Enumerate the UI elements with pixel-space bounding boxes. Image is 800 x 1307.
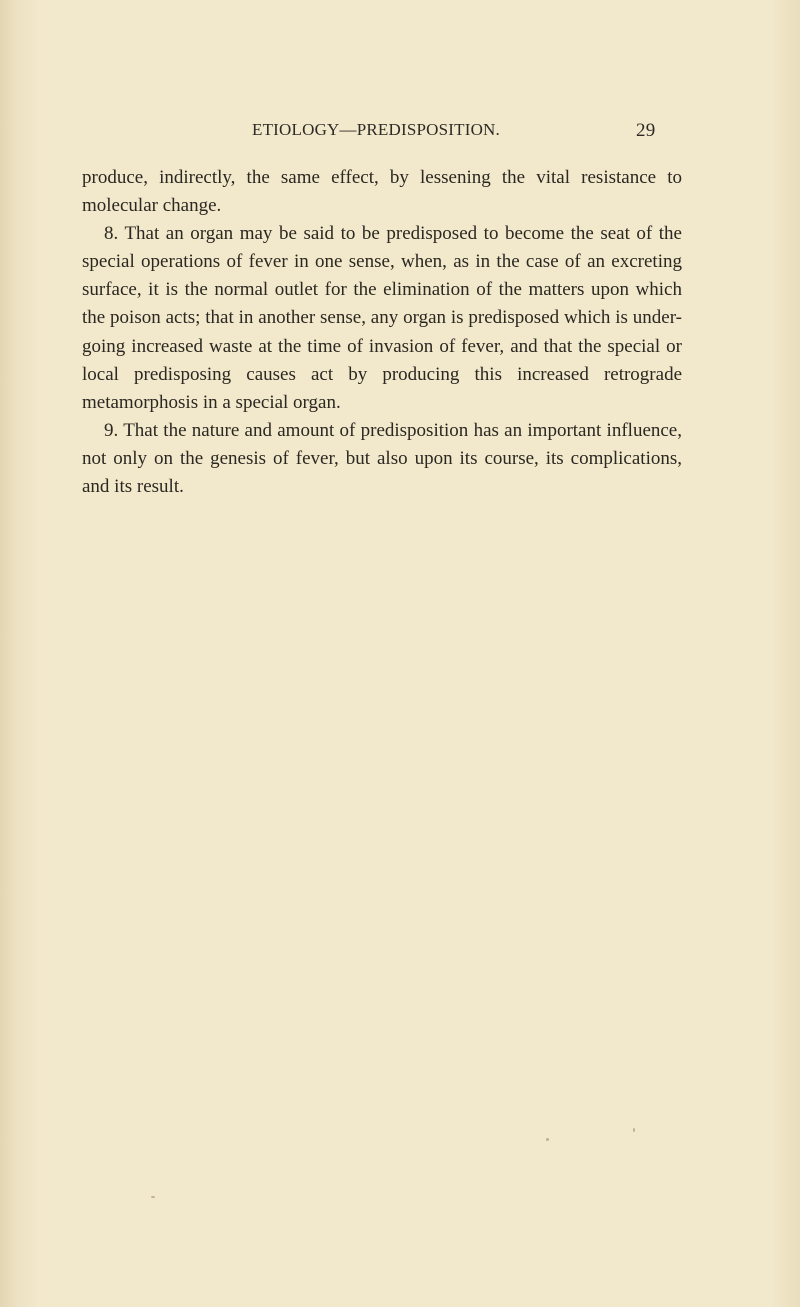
page-number: 29 — [636, 120, 656, 141]
paper-speck — [151, 1196, 155, 1198]
paper-speck — [546, 1138, 549, 1141]
running-head: ETIOLOGY—PREDISPOSITION. — [252, 120, 500, 139]
body-text — [82, 164, 682, 501]
paragraph-item-8: 8. That an organ may be said to be predisposed to become the seat of the special operations of fever in one sense, when, as in the case of an excreting surface, it is the normal outlet for the elimination of the matters upon which the poison acts; that in another sense, any organ is predisposed which is under-going increased waste at the time of invasion of fever, and that the special or local predisposing causes act by producing this increased retrograde metamorphosis in a special organ. — [82, 223, 682, 413]
paragraph-continuation: produce, indirectly, the same effect, by lessening the vital resistance to molecular change. — [82, 167, 682, 217]
paper-speck — [633, 1128, 635, 1132]
paragraph-item-9: 9. That the nature and amount of predisposition has an important influence, not only on the genesis of fever, but also upon its course, its complications, and its result. — [82, 419, 682, 498]
page-header — [0, 120, 800, 144]
